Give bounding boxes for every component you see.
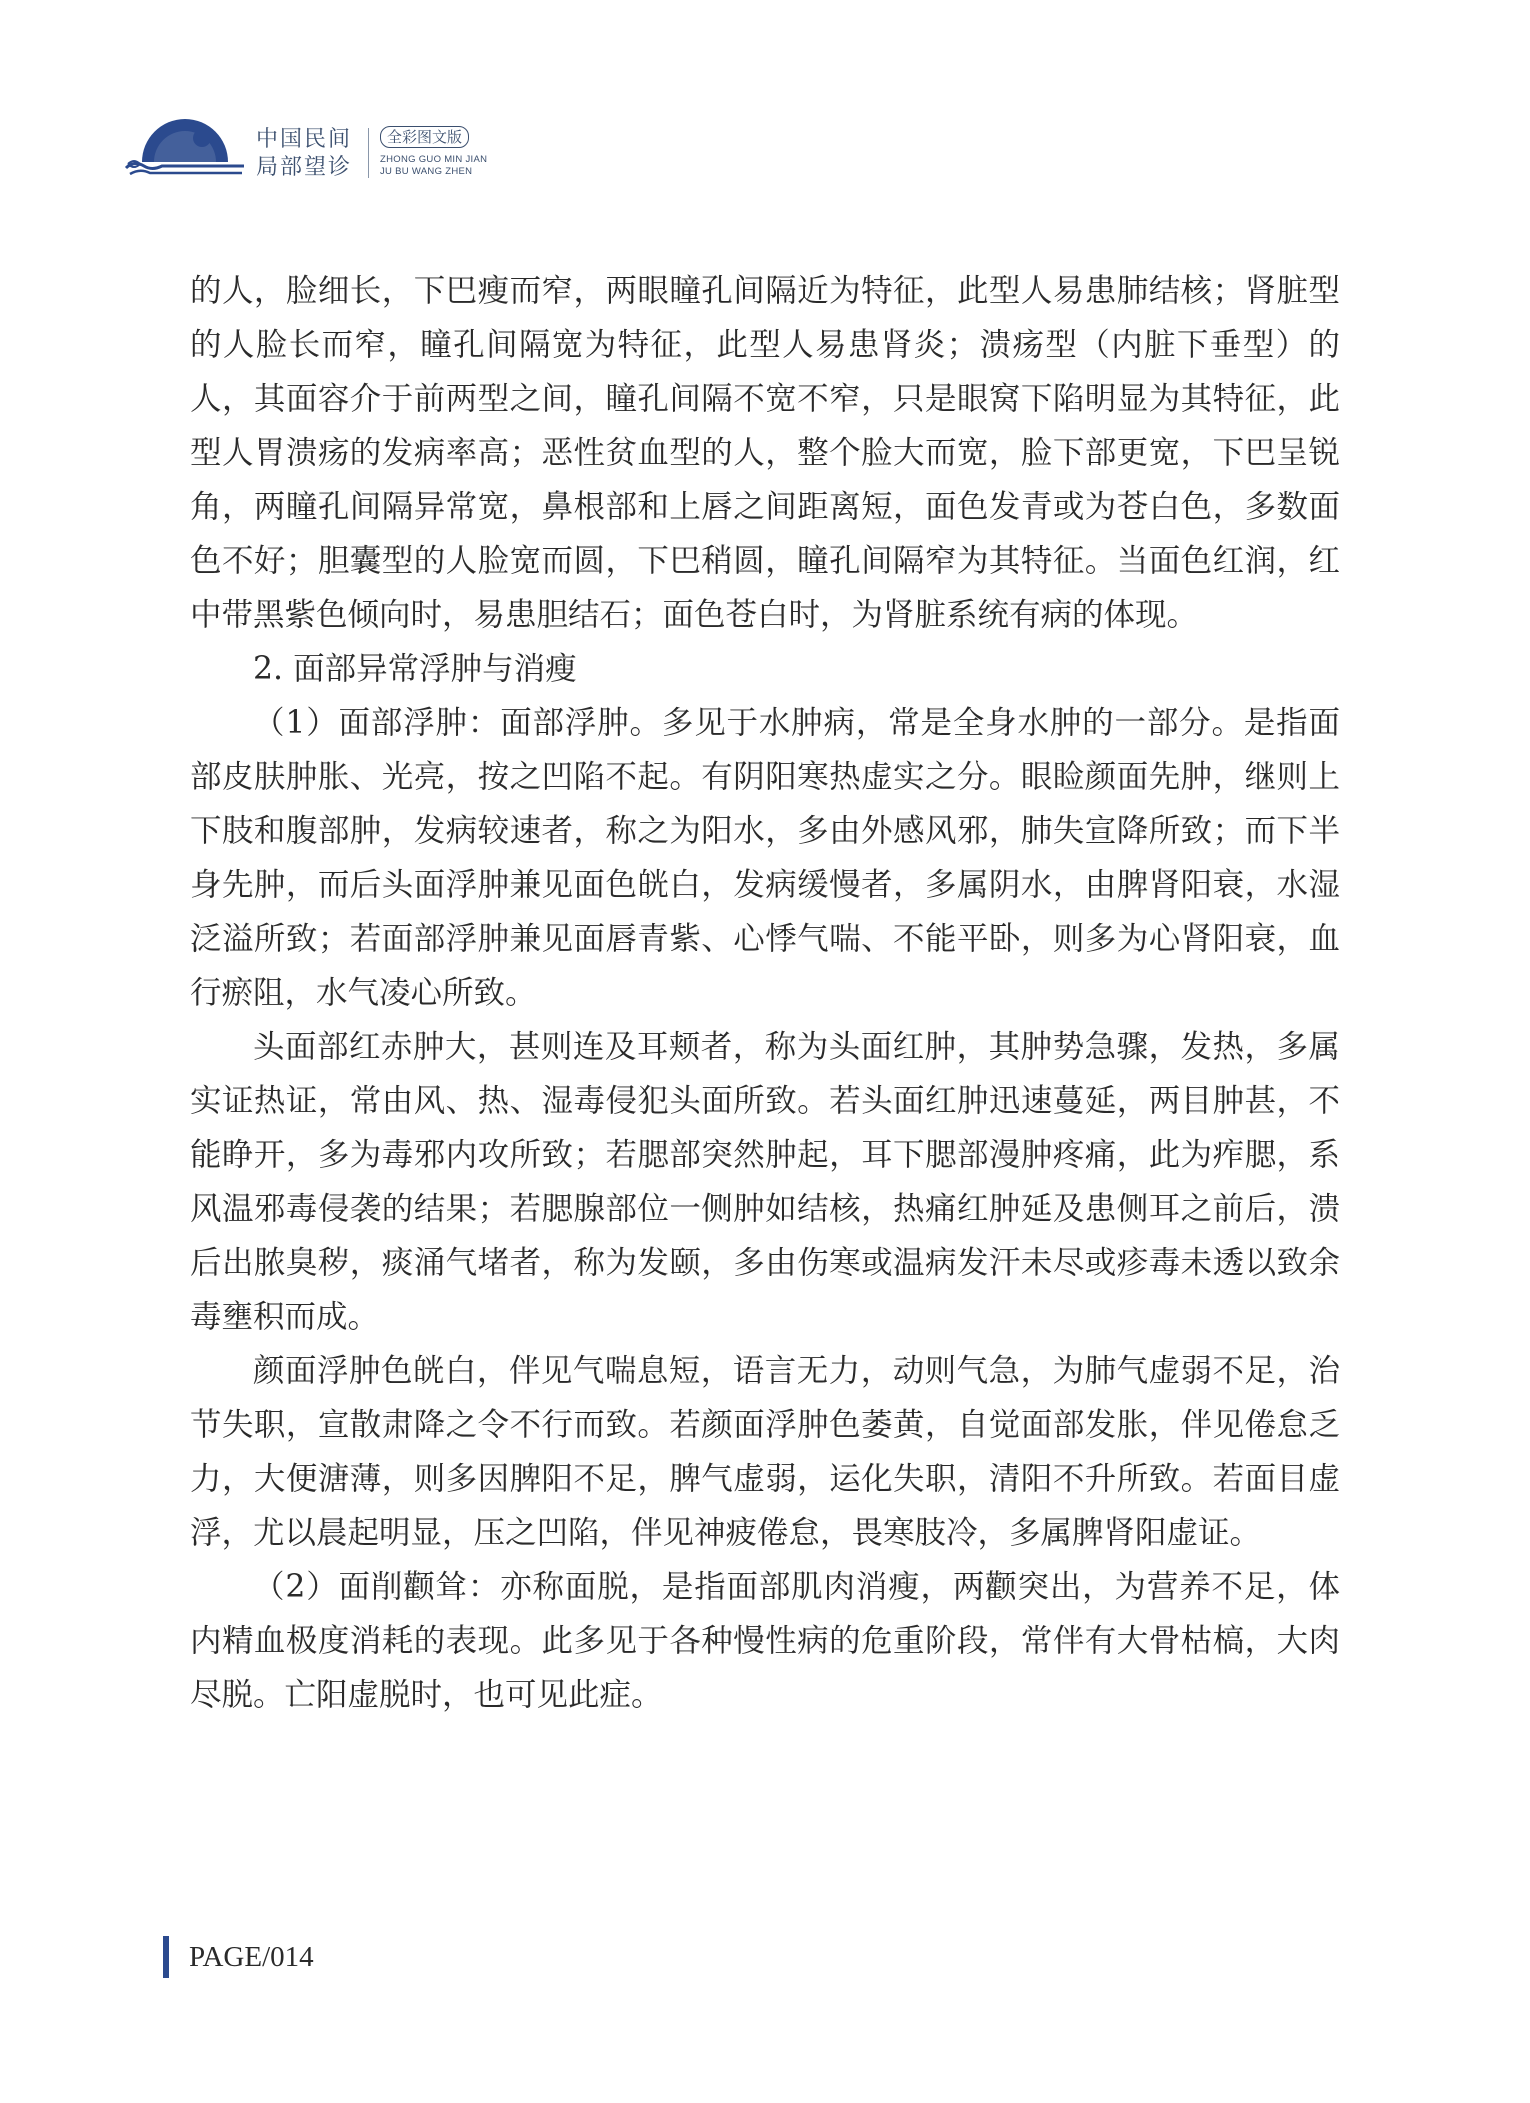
paragraph: （2）面削颧耸：亦称面脱，是指面部肌肉消瘦，两颧突出，为营养不足，体内精血极度消耗的表现。此多见于各种慢性病的危重阶段，常伴有大骨枯槁，大肉尽脱。亡阳虚脱时，也可见此症。 <box>190 1569 1340 1713</box>
pinyin-line-1: ZHONG GUO MIN JIAN <box>380 154 488 165</box>
footer-accent-bar <box>163 1936 169 1978</box>
brand-line-1: 中国民间 <box>256 127 353 152</box>
pinyin-line-2: JU BU WANG ZHEN <box>380 166 473 177</box>
header-divider <box>368 128 369 178</box>
section-heading: 2. 面部异常浮肿与消瘦 <box>253 651 577 687</box>
brand-title <box>256 126 366 182</box>
paragraph: （1）面部浮肿：面部浮肿。多见于水肿病，常是全身水肿的一部分。是指面部皮肤肿胀、光亮，按之凹陷不起。有阴阳寒热虚实之分。眼睑颜面先肿，继则上下肢和腹部肿，发病较速者，称之为阳水，多由外感风邪，肺失宣降所致；而下半身先肿，而后头面浮肿兼见面色㿠白，发病缓慢者，多属阴水，由脾肾阳衰，水湿泛溢所致；若面部浮肿兼见面唇青紫、心悸气喘、不能平卧，则多为心肾阳衰，血行瘀阻，水气凌心所致。 <box>190 705 1340 1011</box>
cloud-logo-icon <box>124 118 249 178</box>
paragraph: 头面部红赤肿大，甚则连及耳颊者，称为头面红肿，其肿势急骤，发热，多属实证热证，常由风、热、湿毒侵犯头面所致。若头面红肿迅速蔓延，两目肿甚，不能睁开，多为毒邪内攻所致；若腮部突然肿起，耳下腮部漫肿疼痛，此为痄腮，系风温邪毒侵袭的结果；若腮腺部位一侧肿如结核，热痛红肿延及患侧耳之前后，溃后出脓臭秽，痰涌气堵者，称为发颐，多由伤寒或温病发汗未尽或疹毒未透以致余毒壅积而成。 <box>190 1029 1340 1335</box>
brand-line-2: 局部望诊 <box>256 155 353 180</box>
edition-badge: 全彩图文版 <box>380 126 469 148</box>
brand-pinyin <box>380 154 487 178</box>
page-number: PAGE/014 <box>189 1941 314 1973</box>
paragraph: 的人，脸细长，下巴瘦而窄，两眼瞳孔间隔近为特征，此型人易患肺结核；肾脏型的人脸长而窄，瞳孔间隔宽为特征，此型人易患肾炎；溃疡型（内脏下垂型）的人，其面容介于前两型之间，瞳孔间隔不宽不窄，只是眼窝下陷明显为其特征，此型人胃溃疡的发病率高；恶性贫血型的人，整个脸大而宽，脸下部更宽，下巴呈锐角，两瞳孔间隔异常宽，鼻根部和上唇之间距离短，面色发青或为苍白色，多数面色不好；胆囊型的人脸宽而圆，下巴稍圆，瞳孔间隔窄为其特征。当面色红润，红中带黑紫色倾向时，易患胆结石；面色苍白时，为肾脏系统有病的体现。 <box>190 273 1340 633</box>
body-text <box>190 264 1340 1722</box>
book-header <box>124 118 644 188</box>
paragraph: 颜面浮肿色㿠白，伴见气喘息短，语言无力，动则气急，为肺气虚弱不足，治节失职，宣散肃降之令不行而致。若颜面浮肿色萎黄，自觉面部发胀，伴见倦怠乏力，大便溏薄，则多因脾阳不足，脾气虚弱，运化失职，清阳不升所致。若面目虚浮，尤以晨起明显，压之凹陷，伴见神疲倦怠，畏寒肢冷，多属脾肾阳虚证。 <box>190 1353 1340 1551</box>
